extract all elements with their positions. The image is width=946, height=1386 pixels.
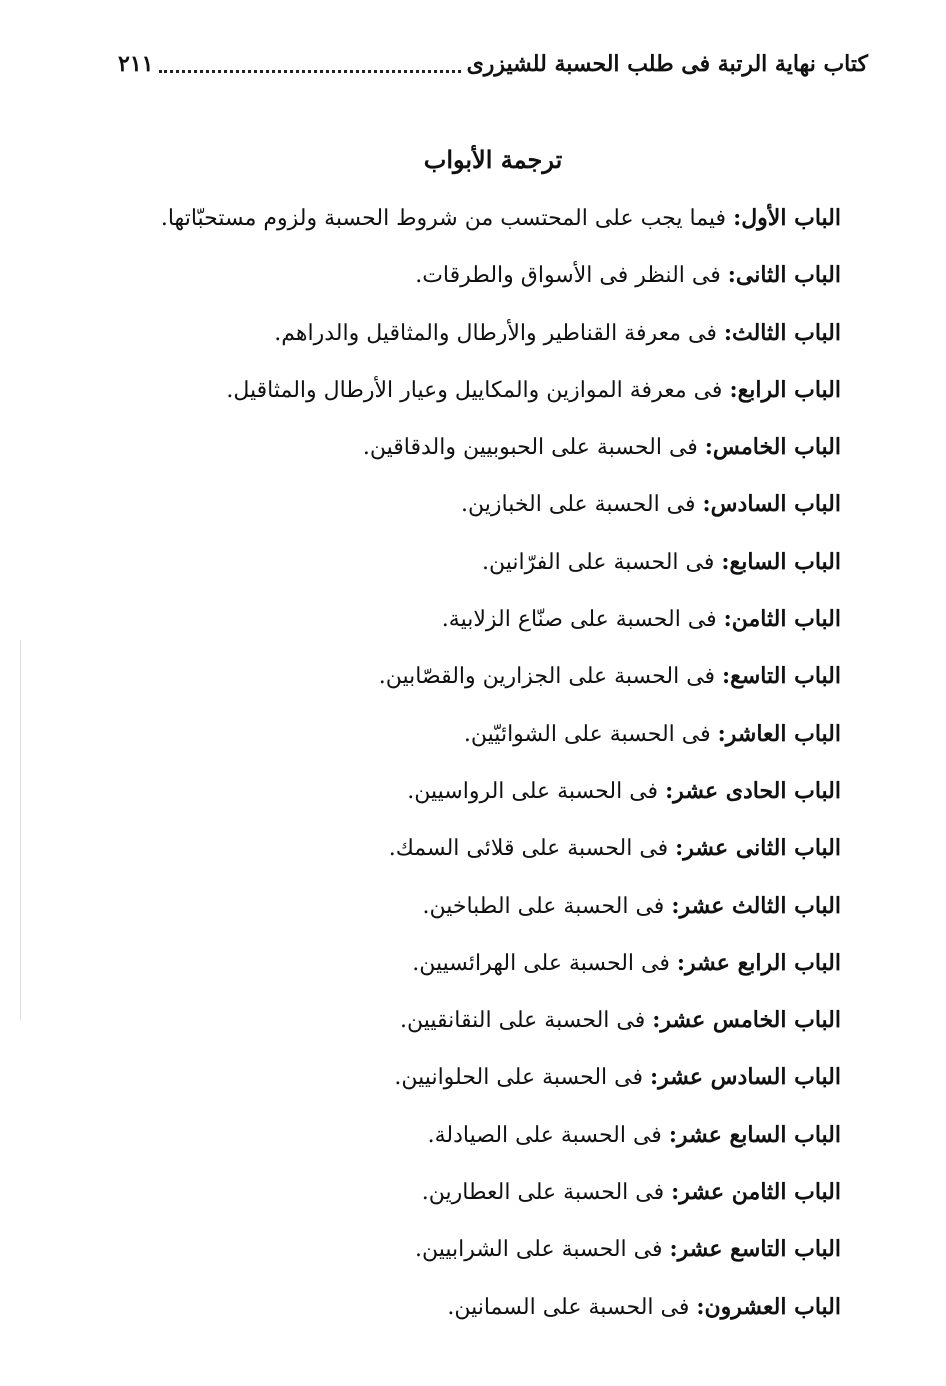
chapter-item <box>60 1279 841 1336</box>
chapter-description: فى الحسبة على الرواسيين. <box>407 778 659 804</box>
chapter-item <box>60 1221 841 1278</box>
book-title: كتاب نهاية الرتبة فى طلب الحسبة للشيزرى <box>466 51 868 77</box>
chapter-item <box>60 706 841 763</box>
chapter-item <box>60 362 841 419</box>
chapter-description: فى الحسبة على الشوائيّين. <box>463 721 711 747</box>
chapter-item <box>60 305 841 362</box>
chapter-description: فى معرفة الموازين والمكاييل وعيار الأرطال والمثاقيل. <box>226 377 723 403</box>
chapter-label: الباب السادس: <box>702 491 841 518</box>
chapter-item <box>60 476 841 533</box>
chapter-item <box>60 247 841 304</box>
chapter-item <box>60 591 841 648</box>
chapter-label: الباب السادس عشر: <box>650 1064 841 1091</box>
chapter-item <box>60 992 841 1049</box>
running-header <box>118 44 868 84</box>
chapter-label: الباب الثانى: <box>727 262 841 289</box>
chapter-label: الباب الثامن: <box>723 606 841 633</box>
chapter-description: فى الحسبة على الطباخين. <box>422 893 665 919</box>
chapter-description: فى الحسبة على الحبوبيين والدقاقين. <box>362 435 698 461</box>
chapter-description: فى الحسبة على الجزارين والقصّابين. <box>378 664 716 690</box>
chapter-description: فى الحسبة على الهرائسيين. <box>412 950 670 976</box>
chapter-description: فى الحسبة على العطارين. <box>421 1180 665 1206</box>
chapter-label: الباب التاسع عشر: <box>669 1236 841 1263</box>
chapter-item <box>60 763 841 820</box>
chapter-item <box>60 419 841 476</box>
chapter-label: الباب الرابع: <box>729 376 841 403</box>
chapter-description: فى الحسبة على الشرابيين. <box>415 1237 663 1263</box>
chapter-description: فيما يجب على المحتسب من شروط الحسبة ولزوم مستحبّاتها. <box>160 206 727 231</box>
chapter-label: الباب الأول: <box>733 205 841 231</box>
chapter-label: الباب العشرون: <box>696 1293 841 1320</box>
chapter-item <box>60 878 841 935</box>
chapter-label: الباب الثالث عشر: <box>671 892 841 919</box>
chapter-description: فى الحسبة على السمانين. <box>447 1294 690 1320</box>
section-title: ترجمة الأبواب <box>423 145 563 174</box>
chapter-description: فى الحسبة على قلائى السمك. <box>388 836 669 862</box>
chapter-label: الباب الثانى عشر: <box>675 835 841 862</box>
chapter-label: الباب التاسع: <box>722 663 841 690</box>
chapter-item <box>60 1107 841 1164</box>
chapter-item <box>60 935 841 992</box>
chapter-item <box>60 190 841 247</box>
chapter-label: الباب الخامس: <box>704 434 841 461</box>
chapter-item <box>60 648 841 705</box>
chapter-description: فى النظر فى الأسواق والطرقات. <box>415 263 721 289</box>
dot-leader <box>159 70 460 73</box>
chapter-label: الباب الخامس عشر: <box>652 1007 841 1034</box>
chapter-description: فى الحسبة على صنّاع الزلابية. <box>441 607 717 633</box>
chapter-description: فى الحسبة على الخبازين. <box>461 492 696 518</box>
chapter-item <box>60 1164 841 1221</box>
chapter-label: الباب الثالث: <box>723 319 841 346</box>
chapter-label: الباب الثامن عشر: <box>671 1179 841 1206</box>
scan-artifact-line <box>20 640 21 1020</box>
chapter-item <box>60 1049 841 1106</box>
chapter-description: فى الحسبة على الحلوانيين. <box>394 1065 643 1091</box>
chapter-description: فى الحسبة على النقانقيين. <box>400 1008 646 1034</box>
chapter-description: فى معرفة القناطير والأرطال والمثاقيل والدراهم. <box>274 320 717 346</box>
page-number: ٢١١ <box>118 51 154 77</box>
chapter-label: الباب السابع عشر: <box>668 1121 841 1148</box>
chapter-description: فى الحسبة على الفرّانين. <box>482 549 715 575</box>
chapter-label: الباب الحادى عشر: <box>665 777 841 804</box>
chapter-item <box>60 820 841 877</box>
chapter-item <box>60 534 841 591</box>
chapter-list <box>60 190 841 1336</box>
chapter-label: الباب السابع: <box>721 548 841 575</box>
chapter-label: الباب الرابع عشر: <box>676 949 841 976</box>
chapter-label: الباب العاشر: <box>717 720 841 747</box>
chapter-description: فى الحسبة على الصيادلة. <box>427 1122 662 1148</box>
